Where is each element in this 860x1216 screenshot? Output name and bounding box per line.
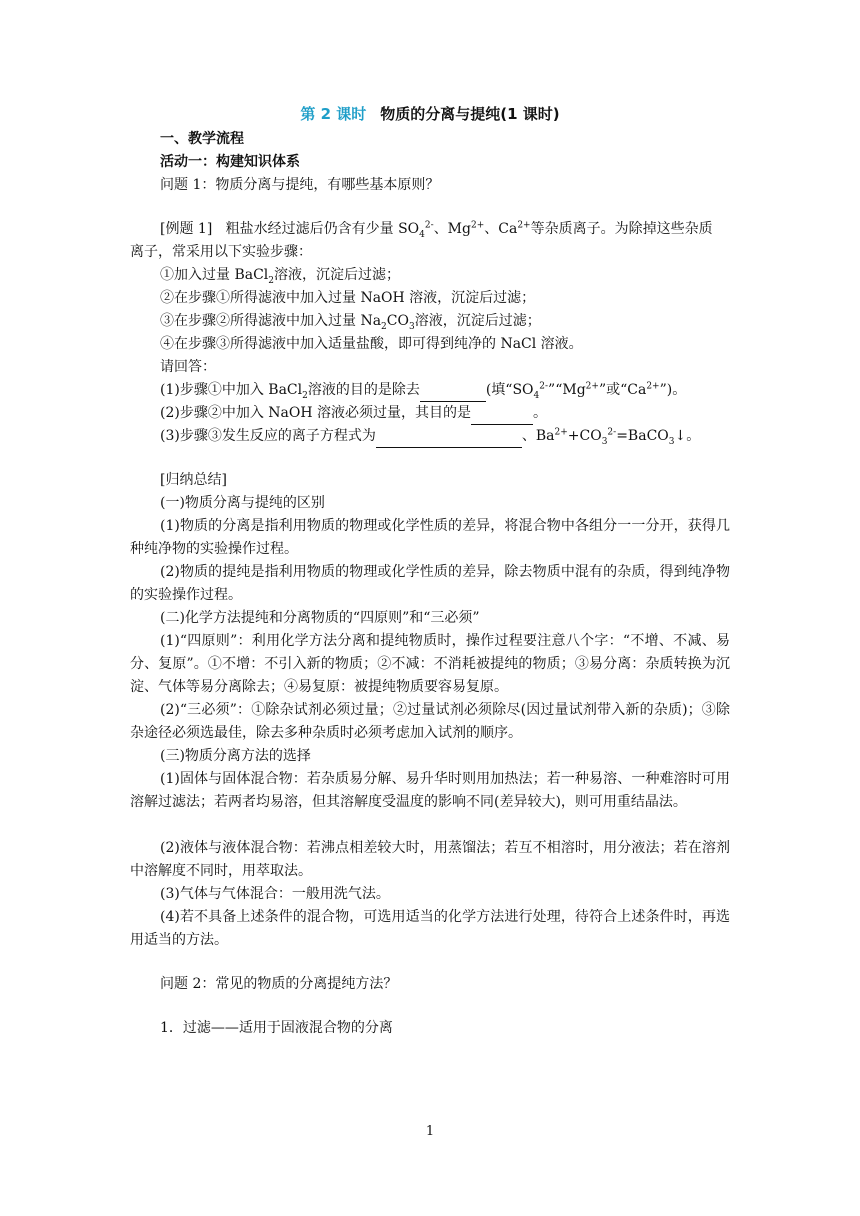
answer-blank[interactable] [471, 402, 533, 425]
question-text: =BaCO [616, 428, 669, 444]
summary-paragraph [130, 515, 730, 561]
superscript: 2+ [470, 220, 485, 231]
example-step-3 [160, 310, 541, 332]
question-text: (填“SO [485, 382, 534, 398]
paragraph-text: (2)液体与液体混合物：若沸点相差较大时，用蒸馏法；若互不相溶时，用分液法；若在溶剂中溶解度不同时，用萃取法。 [130, 840, 730, 879]
summary-paragraph [130, 768, 730, 814]
summary-paragraph [130, 630, 730, 699]
example-text: 、Ca [484, 221, 518, 237]
paragraph-text: (1)“四原则”：利用化学方法分离和提纯物质时，操作过程要注意八个字：“不增、不减、易分、复原”。①不增：不引入新的物质；②不减：不消耗被提纯的物质；③易分离：杂质转换为沉淀、气体等易分离除去；④易复原：被提纯物质要容易复原。 [130, 633, 730, 695]
example-text: 、Mg [433, 221, 471, 237]
superscript: 2+ [585, 381, 599, 392]
question-text: 、Ba [521, 428, 555, 444]
summary-paragraph [130, 561, 730, 607]
subscript: 3 [668, 436, 675, 447]
example-text: 等杂质离子。为除掉这些杂质 [530, 221, 713, 237]
paragraph-text: (1)物质的分离是指利用物质的物理或化学性质的差异，将混合物中各组分一一分开，获得几种纯净物的实验操作过程。 [130, 518, 730, 557]
question-text: (3)步骤③发生反应的离子方程式为 [160, 428, 376, 444]
question-text: (2)步骤②中加入 NaOH 溶液必须过量，其目的是 [160, 405, 472, 421]
summary-section-2-title: (二)化学方法提纯和分离物质的“四原则”和“三必须” [160, 610, 480, 626]
question-1: 问题 1：物质分离与提纯，有哪些基本原则？ [160, 177, 440, 193]
step-text: ③在步骤②所得滤液中加入过量 Na [160, 313, 382, 329]
step-text: CO [386, 313, 409, 329]
paragraph-text: (4)若不具备上述条件的混合物，可选用适当的化学方法进行处理，待符合上述条件时，再选用适当的方法。 [130, 909, 730, 948]
step-text: 溶液，沉淀后过滤； [414, 313, 541, 329]
paragraph-text: (1)固体与固体混合物：若杂质易分解、易升华时则用加热法；若一种易溶、一种难溶时可用溶解过滤法；若两者均易溶，但其溶解度受温度的影响不同(差异较大)，则可用重结晶法。 [130, 771, 730, 810]
subscript: 4 [533, 390, 540, 401]
method-1-heading: 1．过滤——适用于固液混合物的分离 [160, 1020, 393, 1036]
summary-paragraph [130, 837, 730, 883]
question-text: +CO [567, 428, 602, 444]
step-text: 溶液，沉淀后过滤； [274, 267, 401, 283]
subscript: 2 [381, 321, 387, 332]
question-text: 。 [533, 405, 548, 421]
answer-blank[interactable] [376, 425, 522, 448]
superscript: 2+ [517, 220, 531, 231]
lesson-number: 第 2 课时 [300, 105, 367, 123]
page-title [0, 103, 860, 125]
example-intro-line1 [160, 218, 713, 240]
answer-blank[interactable] [420, 379, 486, 402]
subscript: 3 [601, 436, 608, 447]
superscript: 2+ [646, 381, 660, 392]
summary-paragraph [130, 699, 730, 745]
question-text: ”或“Ca [598, 382, 647, 398]
summary-paragraph [130, 883, 730, 906]
example-label: [例题 1] [160, 221, 213, 237]
paragraph-text: (2)物质的提纯是指利用物质的物理或化学性质的差异，除去物质中混有的杂质，得到纯净物的实验操作过程。 [130, 564, 730, 603]
summary-paragraph [130, 906, 730, 952]
activity-heading: 活动一：构建知识体系 [160, 154, 300, 170]
superscript: 2- [424, 220, 434, 231]
superscript: 2- [539, 381, 549, 392]
superscript: 2- [607, 427, 617, 438]
example-step-4: ④在步骤③所得滤液中加入适量盐酸，即可得到纯净的 NaCl 溶液。 [160, 336, 583, 352]
summary-section-3-title: (三)物质分离方法的选择 [160, 748, 311, 764]
example-step-1 [160, 264, 400, 286]
superscript: 2+ [554, 427, 568, 438]
question-text: 溶液的目的是除去 [307, 382, 420, 398]
paragraph-text: (2)“三必须”：①除杂试剂必须过量；②过量试剂必须除尽(因过量试剂带入新的杂质)；③除杂途径必须选最佳，除去多种杂质时必须考虑加入试剂的顺序。 [130, 702, 730, 741]
example-ask: 请回答： [160, 359, 216, 375]
example-question-1 [160, 379, 686, 402]
example-question-3 [160, 425, 700, 448]
subscript: 3 [408, 321, 415, 332]
example-question-2 [160, 402, 547, 425]
question-2: 问题 2：常见的物质的分离提纯方法？ [160, 976, 398, 992]
lesson-topic: 物质的分离与提纯(1 课时) [380, 105, 560, 123]
question-text: ”)。 [659, 382, 687, 398]
example-step-2: ②在步骤①所得滤液中加入过量 NaOH 溶液，沉淀后过滤； [160, 290, 536, 306]
summary-section-1-title: (一)物质分离与提纯的区别 [160, 495, 325, 511]
summary-header: [归纳总结] [160, 472, 227, 488]
subscript: 4 [419, 229, 425, 240]
example-text: 粗盐水经过滤后仍含有少量 SO [225, 221, 420, 237]
example-intro-line2: 离子，常采用以下实验步骤： [130, 244, 312, 260]
step-text: ①加入过量 BaCl [160, 267, 269, 283]
question-text: ↓。 [674, 428, 701, 444]
question-text: (1)步骤①中加入 BaCl [160, 382, 303, 398]
section-heading: 一、教学流程 [160, 131, 244, 147]
subscript: 2 [302, 390, 308, 401]
paragraph-text: (3)气体与气体混合：一般用洗气法。 [160, 886, 390, 902]
subscript: 2 [268, 275, 275, 286]
page-number: 1 [425, 1124, 435, 1139]
question-text: ”“Mg [548, 382, 586, 398]
